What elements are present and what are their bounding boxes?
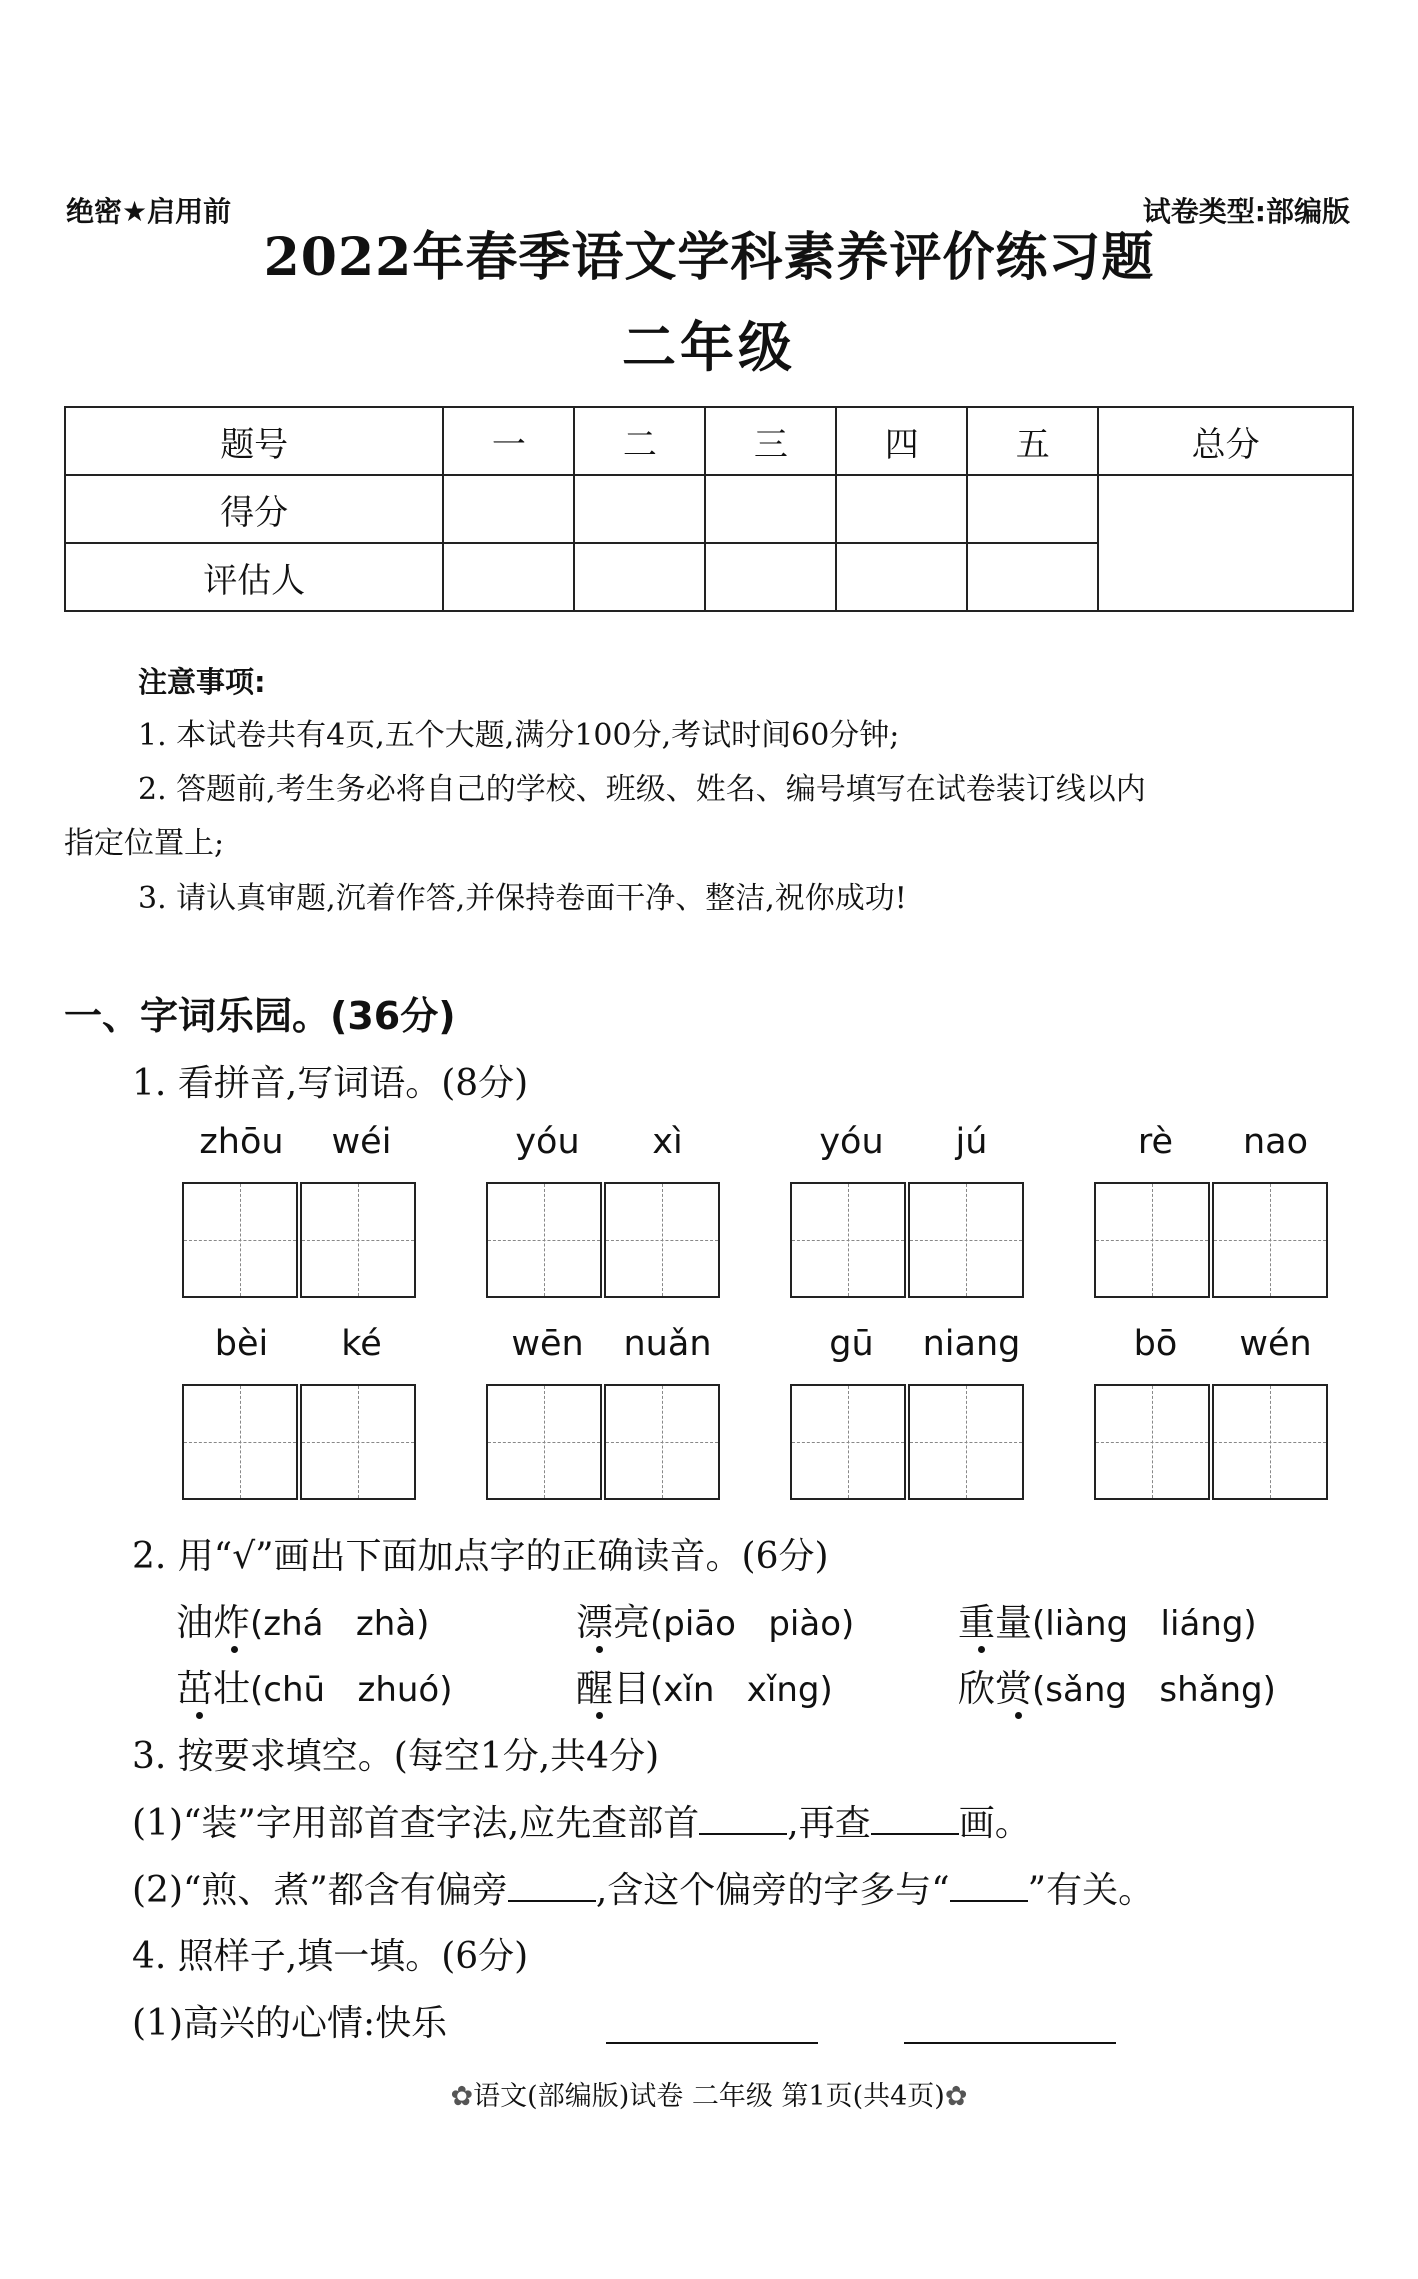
- pinyin-options[interactable]: (sǎng shǎng): [1032, 1670, 1276, 1710]
- pinyin-options[interactable]: (xǐn xǐng): [650, 1670, 833, 1710]
- writing-grid[interactable]: [300, 1384, 416, 1500]
- evaluator-cell[interactable]: [574, 543, 705, 611]
- evaluator-cell[interactable]: [836, 543, 967, 611]
- header-cell: 题号: [65, 407, 443, 475]
- pinyin-options[interactable]: (zhá zhà): [250, 1604, 430, 1644]
- notes-title: 注意事项:: [138, 665, 266, 699]
- pinyin: nuǎn: [623, 1324, 712, 1364]
- header-cell: 四: [836, 407, 967, 475]
- pinyin: yóu: [819, 1122, 884, 1162]
- answer-blank[interactable]: [508, 1900, 596, 1902]
- pinyin: yóu: [515, 1122, 580, 1162]
- writing-grid[interactable]: [790, 1182, 906, 1298]
- word: 醒目: [576, 1667, 650, 1710]
- word: 漂亮: [576, 1601, 650, 1644]
- pinyin: wéi: [331, 1122, 392, 1162]
- writing-grid[interactable]: [182, 1182, 298, 1298]
- reading-item: [176, 1658, 453, 1712]
- note-item: 3. 请认真审题,沉着作答,并保持卷面干净、整洁,祝你成功!: [138, 881, 907, 916]
- writing-grid[interactable]: [604, 1384, 720, 1500]
- emphasis-dot: [231, 1646, 238, 1653]
- pinyin: wén: [1239, 1324, 1312, 1364]
- header-cell: 五: [967, 407, 1098, 475]
- swirl-icon: ✿: [450, 2081, 474, 2112]
- header-cell: 一: [443, 407, 574, 475]
- note-item: 1. 本试卷共有4页,五个大题,满分100分,考试时间60分钟;: [138, 718, 900, 753]
- answer-blank[interactable]: [699, 1833, 787, 1835]
- pinyin-options[interactable]: (chū zhuó): [250, 1670, 453, 1710]
- score-cell[interactable]: [705, 475, 836, 543]
- writing-grid[interactable]: [300, 1182, 416, 1298]
- header-cell: 二: [574, 407, 705, 475]
- writing-grid[interactable]: [486, 1182, 602, 1298]
- page-footer: [0, 2074, 1418, 2113]
- section-title: 一、字词乐园。(36分): [64, 994, 456, 1038]
- emphasis-dot: [596, 1646, 603, 1653]
- writing-grid[interactable]: [1094, 1182, 1210, 1298]
- writing-grid[interactable]: [908, 1384, 1024, 1500]
- pinyin-options[interactable]: (liàng liáng): [1032, 1604, 1257, 1644]
- word: 油炸: [176, 1601, 250, 1644]
- header-cell: 三: [705, 407, 836, 475]
- total-score-cell[interactable]: [1098, 475, 1353, 611]
- header-cell: 总分: [1098, 407, 1353, 475]
- writing-grid[interactable]: [182, 1384, 298, 1500]
- fill-text: (2)“煎、煮”都含有偏旁: [132, 1870, 508, 1911]
- reading-item: [958, 1658, 1276, 1712]
- pinyin: rè: [1137, 1122, 1174, 1162]
- score-cell[interactable]: [836, 475, 967, 543]
- writing-grid[interactable]: [604, 1182, 720, 1298]
- reading-item: [576, 1592, 854, 1646]
- writing-grid[interactable]: [790, 1384, 906, 1500]
- reading-item: [958, 1592, 1257, 1646]
- word: 茁壮: [176, 1667, 250, 1710]
- score-cell[interactable]: [443, 475, 574, 543]
- fill-text: ,含这个偏旁的字多与“: [595, 1870, 950, 1911]
- emphasis-dot: [978, 1646, 985, 1653]
- row-label-score: 得分: [65, 475, 443, 543]
- evaluator-cell[interactable]: [967, 543, 1098, 611]
- fill-text: 画。: [958, 1803, 1031, 1844]
- grade-title: 二年级: [622, 315, 796, 379]
- pinyin: ké: [341, 1324, 382, 1364]
- emphasis-dot: [596, 1712, 603, 1719]
- pinyin: bèi: [214, 1324, 269, 1364]
- writing-grid[interactable]: [1094, 1384, 1210, 1500]
- pinyin: niang: [922, 1324, 1021, 1364]
- writing-grid[interactable]: [908, 1182, 1024, 1298]
- confidential-label: 绝密★启用前: [66, 195, 232, 228]
- pinyin: xì: [652, 1122, 683, 1162]
- exam-title: 2022年春季语文学科素养评价练习题: [263, 227, 1155, 288]
- fill-text: ,再查: [787, 1803, 871, 1844]
- reading-item: [576, 1658, 833, 1712]
- writing-grid[interactable]: [1212, 1182, 1328, 1298]
- fill-text: (1)“装”字用部首查字法,应先查部首: [132, 1803, 700, 1844]
- emphasis-dot: [1015, 1712, 1022, 1719]
- answer-blank[interactable]: [950, 1900, 1028, 1902]
- question-title: 3. 按要求填空。(每空1分,共4分): [132, 1736, 660, 1777]
- fill-line: [132, 1862, 1154, 1913]
- evaluator-cell[interactable]: [443, 543, 574, 611]
- pinyin-options[interactable]: (piāo piào): [650, 1604, 855, 1644]
- question-title: 1. 看拼音,写词语。(8分): [132, 1063, 529, 1104]
- pinyin: wēn: [511, 1324, 584, 1364]
- row-label-evaluator: 评估人: [65, 543, 443, 611]
- answer-blank[interactable]: [904, 2042, 1116, 2044]
- writing-grid[interactable]: [486, 1384, 602, 1500]
- answer-blank[interactable]: [871, 1833, 959, 1835]
- reading-item: [176, 1592, 429, 1646]
- paper-type-label: 试卷类型:部编版: [1142, 195, 1350, 228]
- note-item: 2. 答题前,考生务必将自己的学校、班级、姓名、编号填写在试卷装订线以内: [138, 772, 1146, 807]
- pinyin: gū: [829, 1324, 874, 1364]
- score-table: [64, 406, 1354, 612]
- score-cell[interactable]: [574, 475, 705, 543]
- evaluator-cell[interactable]: [705, 543, 836, 611]
- word: 欣赏: [958, 1667, 1032, 1710]
- footer-text: 语文(部编版)试卷 二年级 第1页(共4页): [473, 2081, 945, 2112]
- pinyin: zhōu: [199, 1122, 284, 1162]
- note-item: 指定位置上;: [64, 826, 225, 861]
- fill-text: ”有关。: [1027, 1870, 1155, 1911]
- pinyin: nao: [1242, 1122, 1309, 1162]
- writing-grid[interactable]: [1212, 1384, 1328, 1500]
- question-title: 2. 用“√”画出下面加点字的正确读音。(6分): [132, 1536, 829, 1577]
- answer-blank[interactable]: [606, 2042, 818, 2044]
- score-cell[interactable]: [967, 475, 1098, 543]
- pinyin: bō: [1133, 1324, 1178, 1364]
- fill-line: [132, 1795, 1031, 1846]
- word: 重量: [958, 1601, 1032, 1644]
- fill-line: (1)高兴的心情:快乐: [132, 2003, 448, 2044]
- emphasis-dot: [196, 1712, 203, 1719]
- swirl-icon: ✿: [944, 2081, 968, 2112]
- question-title: 4. 照样子,填一填。(6分): [132, 1936, 529, 1977]
- pinyin: jú: [955, 1122, 988, 1162]
